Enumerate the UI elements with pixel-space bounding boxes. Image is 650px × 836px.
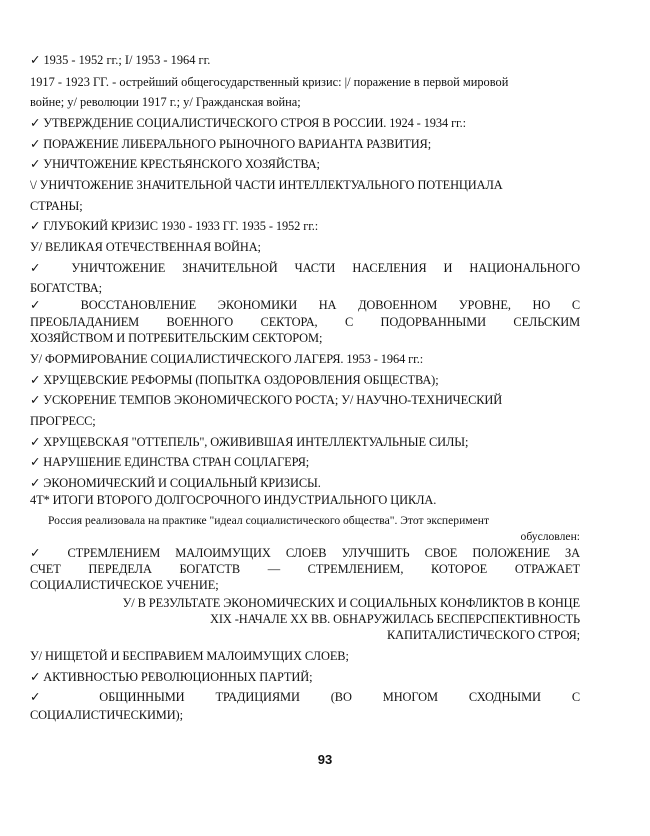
text-line: СТРАНЫ; — [30, 199, 83, 213]
text-line: ✓ ОБЩИННЫМИ ТРАДИЦИЯМИ (ВО МНОГОМ СХОДНЫМИ С — [30, 690, 580, 704]
text-line: ✓ ПОРАЖЕНИЕ ЛИБЕРАЛЬНОГО РЫНОЧНОГО ВАРИАНТА РАЗВИТИЯ; — [30, 137, 432, 151]
text-line: КАПИТАЛИСТИЧЕСКОГО СТРОЯ; — [387, 628, 580, 642]
text-line: 4Т* ИТОГИ ВТОРОГО ДОЛГОСРОЧНОГО ИНДУСТРИАЛЬНОГО ЦИКЛА. — [30, 493, 437, 507]
text-line: \/ УНИЧТОЖЕНИЕ ЗНАЧИТЕЛЬНОЙ ЧАСТИ ИНТЕЛЛЕКТУАЛЬНОГО ПОТЕНЦИАЛА — [30, 178, 503, 192]
text-line: ✓ НАРУШЕНИЕ ЕДИНСТВА СТРАН СОЦЛАГЕРЯ; — [30, 455, 310, 469]
text-line: ✓ 1935 - 1952 гг.; I/ 1953 - 1964 гг. — [30, 53, 211, 67]
text-line: войне; у/ революции 1917 г.; у/ Гражданская война; — [30, 95, 301, 109]
text-line: ✓ ХРУЩЕВСКИЕ РЕФОРМЫ (ПОПЫТКА ОЗДОРОВЛЕНИЯ ОБЩЕСТВА); — [30, 373, 439, 387]
text-line: ✓ УСКОРЕНИЕ ТЕМПОВ ЭКОНОМИЧЕСКОГО РОСТА; У/ НАУЧНО-ТЕХНИЧЕСКИЙ — [30, 393, 503, 407]
text-line: СЧЕТ ПЕРЕДЕЛА БОГАТСТВ — СТРЕМЛЕНИЕМ, КОТОРОЕ ОТРАЖАЕТ — [30, 562, 580, 576]
text-line: БОГАТСТВА; — [30, 281, 102, 295]
text-line: У/ ВЕЛИКАЯ ОТЕЧЕСТВЕННАЯ ВОЙНА; — [30, 240, 261, 254]
text-line: ✓ ХРУЩЕВСКАЯ "ОТТЕПЕЛЬ", ОЖИВИВШАЯ ИНТЕЛЛЕКТУАЛЬНЫЕ СИЛЫ; — [30, 435, 469, 449]
text-line: У/ В РЕЗУЛЬТАТЕ ЭКОНОМИЧЕСКИХ И СОЦИАЛЬНЫХ КОНФЛИКТОВ В КОНЦЕ — [122, 596, 580, 610]
text-line: ✓ УНИЧТОЖЕНИЕ КРЕСТЬЯНСКОГО ХОЗЯЙСТВА; — [30, 157, 320, 171]
text-line: ✓ АКТИВНОСТЬЮ РЕВОЛЮЦИОННЫХ ПАРТИЙ; — [30, 670, 313, 684]
text-line: обусловлен: — [520, 530, 580, 543]
text-line: ✓ ГЛУБОКИЙ КРИЗИС 1930 - 1933 ГГ. 1935 - 1952 гг.: — [30, 219, 319, 233]
text-line: 1917 - 1923 ГГ. - острейший общегосударственный кризис: |/ поражение в первой мировой — [30, 75, 509, 89]
page-number: 93 — [317, 752, 333, 767]
text-line: У/ ФОРМИРОВАНИЕ СОЦИАЛИСТИЧЕСКОГО ЛАГЕРЯ. 1953 - 1964 гг.: — [30, 352, 424, 366]
text-line: ПРЕОБЛАДАНИЕМ ВОЕННОГО СЕКТОРА, С ПОДОРВАННЫМИ СЕЛЬСКИМ — [30, 315, 580, 329]
text-line: СОЦИАЛИСТИЧЕСКОЕ УЧЕНИЕ; — [30, 578, 219, 592]
text-line: ✓ УНИЧТОЖЕНИЕ ЗНАЧИТЕЛЬНОЙ ЧАСТИ НАСЕЛЕНИЯ И НАЦИОНАЛЬНОГО — [30, 261, 580, 275]
text-line: СОЦИАЛИСТИЧЕСКИМИ); — [30, 708, 183, 722]
text-line: ПРОГРЕСС; — [30, 414, 96, 428]
text-line: XIX -НАЧАЛЕ XX ВВ. ОБНАРУЖИЛАСЬ БЕСПЕРСПЕКТИВНОСТЬ — [210, 612, 580, 626]
text-line: ✓ ЭКОНОМИЧЕСКИЙ И СОЦИАЛЬНЫЙ КРИЗИСЫ. — [30, 476, 321, 490]
text-line: ✓ УТВЕРЖДЕНИЕ СОЦИАЛИСТИЧЕСКОГО СТРОЯ В РОССИИ. 1924 - 1934 гг.: — [30, 116, 466, 130]
text-line: ✓ ВОССТАНОВЛЕНИЕ ЭКОНОМИКИ НА ДОВОЕННОМ УРОВНЕ, НО С — [30, 298, 580, 312]
text-line: ✓ СТРЕМЛЕНИЕМ МАЛОИМУЩИХ СЛОЕВ УЛУЧШИТЬ СВОЕ ПОЛОЖЕНИЕ ЗА — [30, 546, 580, 560]
text-line: ХОЗЯЙСТВОМ И ПОТРЕБИТЕЛЬСКИМ СЕКТОРОМ; — [30, 331, 323, 345]
text-line: Россия реализовала на практике "идеал социалистического общества". Этот эксперимент — [48, 514, 490, 527]
text-line: У/ НИЩЕТОЙ И БЕСПРАВИЕМ МАЛОИМУЩИХ СЛОЕВ; — [30, 649, 349, 663]
